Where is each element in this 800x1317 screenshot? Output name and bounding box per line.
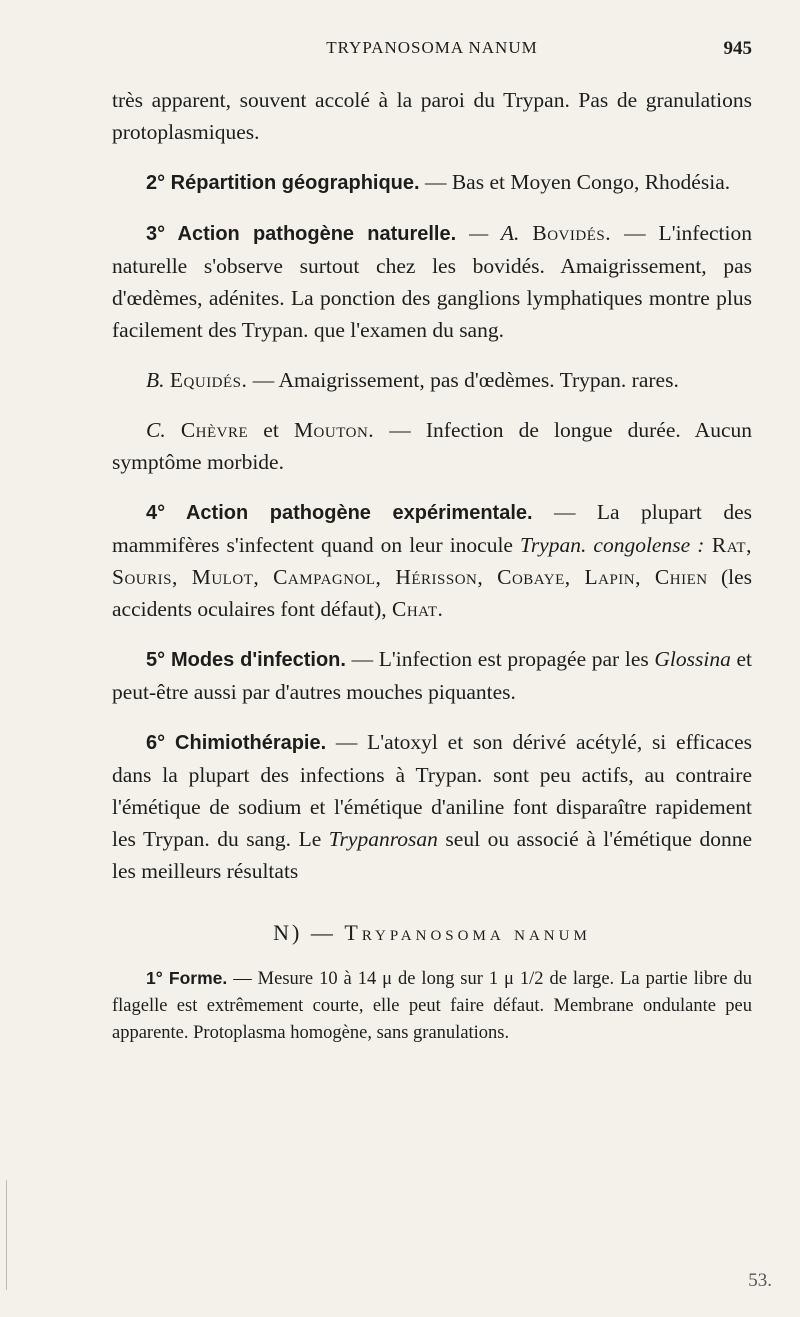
genus-glossina: Glossina <box>654 647 731 671</box>
signature-mark: 53. <box>748 1270 772 1291</box>
paragraph-chevre <box>112 414 752 478</box>
heading-repartition: 2° Répartition géographique. <box>146 172 420 194</box>
text-modes-2: et peut-être aussi par d'autres mouches piquantes. <box>112 647 752 704</box>
term-equides: Equidés. <box>169 368 248 392</box>
drug-trypanrosan: Trypanrosan <box>328 827 438 851</box>
term-mouton: Mouton. <box>293 418 375 442</box>
animal-list: Rat, Souris, Mulot, Campagnol, Hérisson, Cobaye, Lapin, Chien <box>112 533 752 589</box>
paragraph-equides <box>112 364 752 396</box>
running-head <box>112 38 752 68</box>
section-name: Trypanosoma nanum <box>344 920 591 945</box>
text-experimentale-1: — La plupart des mammifères s'infectent quand on leur inocule <box>112 500 752 557</box>
term-bovides: Bovidés. <box>532 221 612 245</box>
text-et: et <box>248 418 294 442</box>
section-dash: — <box>302 920 345 945</box>
page-number: 945 <box>723 38 752 59</box>
text-modes-1: — L'infection est propagée par les <box>345 647 655 671</box>
text-equides: — Amaigrissement, pas d'œdèmes. Trypan. rares. <box>247 368 679 392</box>
paragraph-continuation: très apparent, souvent accolé à la paroi du Trypan. Pas de granulations protoplasmiques. <box>112 88 752 144</box>
paragraph-forme <box>112 965 752 1047</box>
heading-modes: 5° Modes d'infection. <box>146 649 346 671</box>
text-action-naturelle: — L'infection naturelle s'observe surtout chez les bovidés. Amaigrissement, pas d'œdèmes, adénites. La ponction des ganglions lymphatiques montre plus facilement des Trypan. que l'examen du sang. <box>112 221 752 342</box>
term-chevre: Chèvre <box>180 418 249 442</box>
paragraph-action-experimentale <box>112 496 752 625</box>
letter-c: C. <box>146 418 166 442</box>
text-repartition: — Bas et Moyen Congo, Rhodésia. <box>419 170 731 194</box>
letter-b: B. <box>146 368 165 392</box>
text-forme: — Mesure 10 à 14 μ de long sur 1 μ 1/2 de large. La partie libre du flagelle est extrêmement courte, elle peut faire défaut. Membrane ondulante peu apparente. Protoplasma homogène, sans granulations. <box>112 969 752 1043</box>
paragraph-repartition <box>112 166 752 199</box>
heading-action-naturelle: 3° Action pathogène naturelle. <box>146 223 457 245</box>
species-congolense: Trypan. congolense : <box>520 533 705 557</box>
running-title: TRYPANOSOMA NANUM <box>326 38 538 57</box>
text-chimio-1: — L'atoxyl et son dérivé acétylé, si efficaces dans la plupart des infections à Trypan. sont peu actifs, au contraire l'émétique de sodium et l'émétique d'aniline font disparaître rapidement les Trypan. du sang. Le <box>112 730 753 851</box>
page-edge-line <box>6 1180 7 1290</box>
letter-a: — A. <box>456 221 533 245</box>
heading-chimiotherapie: 6° Chimiothérapie. <box>146 732 327 754</box>
paragraph-modes <box>112 643 752 708</box>
text-chevre: — Infection de longue durée. Aucun symptôme morbide. <box>112 418 752 474</box>
text-chimio-2: seul ou associé à l'émétique donne les meilleurs résultats <box>112 827 752 883</box>
text-experimentale-2: (les accidents oculaires font défaut), <box>112 565 752 621</box>
heading-forme: 1° Forme. <box>146 968 228 988</box>
section-title <box>112 917 752 949</box>
term-chat: Chat. <box>391 597 444 621</box>
paragraph-action-naturelle <box>112 217 752 346</box>
body-text <box>112 84 752 1047</box>
section-label: N) <box>273 920 303 945</box>
paragraph-chimiotherapie <box>112 726 752 887</box>
heading-action-experimentale: 4° Action pathogène expérimentale. <box>146 502 533 524</box>
